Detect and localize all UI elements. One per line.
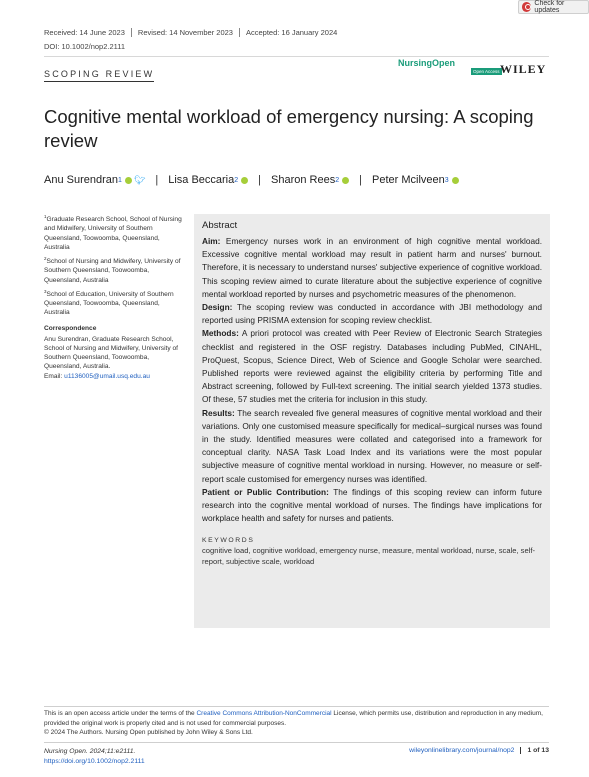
keywords-heading: KEYWORDS	[202, 537, 255, 545]
license-text: This is an open access article under the terms of the	[44, 710, 197, 717]
email-link[interactable]: u1136005@umail.usq.edu.au	[64, 372, 150, 380]
author-affil-sup: 2	[335, 176, 340, 184]
abstract-box	[194, 214, 550, 628]
correspondence-address: Anu Surendran, Graduate Research School, School of Nursing and Midwifery, University of Southern Queensland, Toowoomba, Queensland, Australia.	[44, 335, 179, 371]
abstract-text: The scoping review was conducted in accordance with JBI methodology and reported using PRISMA extension for scoping review checklist.	[202, 302, 542, 326]
abstract-label: Aim:	[202, 236, 221, 246]
journal-logo: NursingOpen	[398, 58, 456, 68]
license-divider	[44, 706, 549, 707]
author-separator: |	[155, 174, 159, 186]
copyright: © 2024 The Authors. Nursing Open published by John Wiley & Sons Ltd.	[44, 729, 253, 736]
abstract-label: Patient or Public Contribution:	[202, 486, 329, 497]
footer-citation	[44, 747, 145, 767]
check-updates-label: Check for updates	[534, 0, 565, 14]
author-name[interactable]: Peter Mcilveen	[372, 174, 445, 186]
license-notice	[44, 709, 554, 738]
affiliations	[44, 212, 182, 383]
keywords: cognitive load, cognitive workload, emergency nurse, measure, mental workload, nurse, scale, self-report, subjective scale, workload	[202, 546, 536, 566]
orcid-icon[interactable]	[241, 177, 248, 184]
header-divider	[44, 56, 549, 57]
affiliation	[44, 287, 182, 318]
affiliation-sup: 2	[44, 256, 47, 261]
license-text: License, which permits use, distribution and reproduction in any medium, provided the original work is properly cited and is not used for commercial purposes.	[44, 710, 543, 727]
author-name[interactable]: Sharon Rees	[271, 174, 336, 186]
received-date: Received: 14 June 2023	[44, 28, 125, 37]
author-affil-sup: 2	[234, 176, 239, 184]
abstract-text: The findings of this scoping review can inform future research into the cognitive mental workload of nurses. The findings have implications for workplace health and safety for nurses and patients.	[202, 486, 543, 524]
abstract-methods	[202, 327, 542, 406]
accepted-date: Accepted: 16 January 2024	[239, 28, 343, 37]
affiliation-sup: 3	[44, 288, 47, 294]
author-list	[44, 174, 459, 186]
abstract-results	[202, 407, 542, 486]
license-link[interactable]: Creative Commons Attribution-NonCommercial	[196, 710, 332, 717]
open-access-badge: Open Access	[473, 69, 500, 74]
author-name[interactable]: Lisa Beccaria	[168, 174, 235, 186]
doi: DOI: 10.1002/nop2.2111	[44, 42, 126, 51]
author-affil-sup: 1	[118, 176, 122, 184]
abstract-design	[202, 301, 542, 327]
affiliation	[44, 212, 182, 252]
affiliation-sup: 1	[44, 214, 47, 219]
citation: Nursing Open. 2024;11:e2111.	[44, 748, 136, 755]
check-for-updates-button[interactable]	[518, 0, 589, 14]
author-affil-sup: 3	[444, 176, 449, 184]
crossmark-icon	[522, 2, 531, 12]
footer-divider	[44, 742, 549, 743]
abstract-label: Methods:	[202, 328, 239, 339]
correspondence-text	[44, 335, 182, 381]
abstract-label: Results:	[202, 407, 235, 418]
author-separator: |	[258, 174, 262, 186]
twitter-icon[interactable]: 🐦︎	[133, 174, 146, 185]
article-title: Cognitive mental workload of emergency nursing: A scoping review	[44, 106, 534, 151]
article-dates	[44, 28, 343, 37]
section-type: SCOPING REVIEW	[44, 69, 154, 82]
abstract-contribution	[202, 486, 542, 526]
author-name[interactable]: Anu Surendran	[44, 174, 118, 186]
abstract-text: A priori protocol was created with Peer Review of Electronic Search Strategies checklist and registered in the OSF registry. Databases including PubMed, CINAHL, ProQuest, Scopus, Science Direct, Web of Science and Google Scholar were searched. Published reports were reviewed against the eligibility criteria by performing Title and Abstract screening, followed by Full-text screening. The initial search yielded 1373 studies. Of these, 57 studies met the criteria for inclusion in this study.	[202, 328, 542, 405]
orcid-icon[interactable]	[125, 177, 132, 184]
affiliation-text: Graduate Research School, School of Nursing and Midwifery, University of Southern Queensland, Toowoomba, Queensland, Australia	[44, 216, 182, 251]
orcid-icon[interactable]	[342, 177, 349, 184]
journal-site-link[interactable]: wileyonlinelibrary.com/journal/nop2	[409, 747, 515, 754]
email-label: Email:	[44, 372, 63, 380]
abstract-heading: Abstract	[202, 220, 238, 231]
revised-date: Revised: 14 November 2023	[131, 28, 239, 37]
footer-right	[409, 747, 549, 754]
affiliation	[44, 254, 182, 285]
orcid-icon[interactable]	[452, 177, 459, 184]
doi-link[interactable]: https://doi.org/10.1002/nop2.2111	[44, 758, 145, 765]
abstract-text: The search revealed five general measures of cognitive mental workload and their variations. Only one customised measure specifically for medical–surgical nurses was found in the study. Identified measures were collated and categorised into a framework for conceptual clarity. NASA Task Load Index and its variations were the most popular subjective measure of cognitive mental workload in nursing. However, no measure or self-report scale customised for emergency nurses was identified.	[202, 407, 543, 484]
abstract-aim	[202, 235, 542, 301]
affiliation-text: School of Nursing and Midwifery, University of Southern Queensland, Toowoomba, Queensland, Australia	[44, 258, 181, 284]
publisher-logo: WILEY	[500, 62, 547, 76]
page-number: 1 of 13	[520, 747, 549, 754]
affiliation-text: School of Education, University of Southern Queensland, Toowoomba, Queensland, Australia	[44, 290, 174, 317]
correspondence-heading: Correspondence	[44, 324, 97, 332]
abstract-label: Design:	[202, 302, 233, 313]
author-separator: |	[359, 174, 362, 186]
abstract-text: Emergency nurses work in an environment of high cognitive mental workload. Excessive cognitive mental workload may result in patient harm and nurses' burnout. Therefore, it is necessary to understand nurses' subjective experience of cognitive workload. This scoping review aimed to curate literature about the subjective experience of cognitive mental workload reported by nurses and psychometric measures of the phenomenon.	[202, 236, 542, 299]
